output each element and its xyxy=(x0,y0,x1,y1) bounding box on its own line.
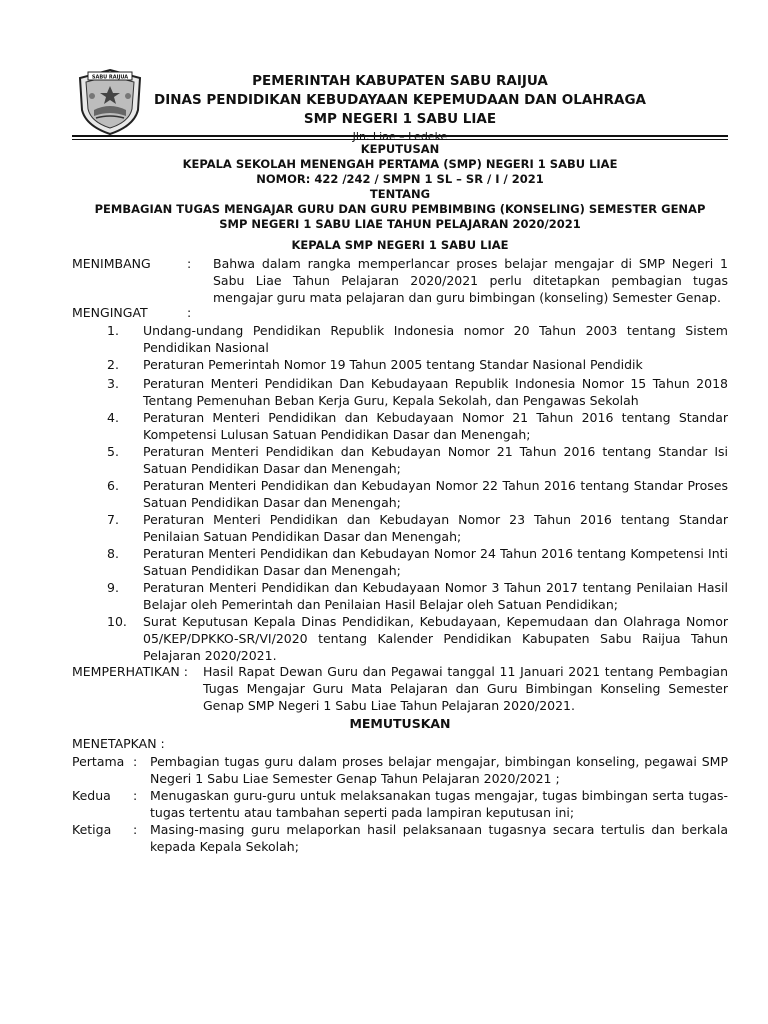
decision-label-kedua: Kedua xyxy=(72,788,111,803)
list-item-number: 5. xyxy=(107,444,119,459)
list-item: Peraturan Menteri Pendidikan dan Kebudayan Nomor 24 Tahun 2016 tentang Kompetensi Inti Satuan Pendidikan Dasar dan Menengah; xyxy=(143,546,728,578)
list-item: Peraturan Pemerintah Nomor 19 Tahun 2005 tentang Standar Nasional Pendidik xyxy=(143,357,643,372)
list-item-number: 9. xyxy=(107,580,119,595)
list-item: Peraturan Menteri Pendidikan dan Kebudayaan Nomor 21 Tahun 2016 tentang Standar Kompetensi Lulusan Satuan Pendidikan Dasar dan Menengah; xyxy=(143,410,728,442)
letterhead-divider-thin xyxy=(72,139,728,140)
list-item-number: 6. xyxy=(107,478,119,493)
decree-issuer: KEPALA SEKOLAH MENENGAH PERTAMA (SMP) NEGERI 1 SABU LIAE xyxy=(182,157,618,171)
menimbang-text: Bahwa dalam rangka memperlancar proses belajar mengajar di SMP Negeri 1 Sabu Liae Tahun Pelajaran 2020/2021 perlu ditetapkan pembagian tugas mengajar guru mata pelajaran dan guru bimbingan (konseling) Semester Genap. xyxy=(213,256,728,305)
decree-subject-line1: PEMBAGIAN TUGAS MENGAJAR GURU DAN GURU PEMBIMBING (KONSELING) SEMESTER GENAP xyxy=(94,202,706,216)
decree-signer-title: KEPALA SMP NEGERI 1 SABU LIAE xyxy=(291,238,509,252)
letterhead-divider xyxy=(72,135,728,137)
list-item-number: 4. xyxy=(107,410,119,425)
menimbang-label: MENIMBANG xyxy=(72,256,151,271)
decree-about: TENTANG xyxy=(369,187,431,201)
decision-label-pertama: Pertama xyxy=(72,754,125,769)
list-item-number: 7. xyxy=(107,512,119,527)
list-item: Peraturan Menteri Pendidikan dan Kebudayaan Nomor 3 Tahun 2017 tentang Penilaian Hasil Belajar oleh Pemerintah dan Penilaian Hasil Belajar oleh Satuan Pendidikan; xyxy=(143,580,728,612)
menetapkan-label: MENETAPKAN : xyxy=(72,736,165,751)
decree-subject-line2: SMP NEGERI 1 SABU LIAE TAHUN PELAJARAN 2020/2021 xyxy=(219,217,581,231)
decision-text-kedua: Menugaskan guru-guru untuk melaksanakan tugas mengajar, tugas bimbingan serta tugas-tugas tertentu atau tambahan seperti pada lampiran keputusan ini; xyxy=(150,788,728,820)
decision-colon: : xyxy=(133,822,138,837)
memutuskan-heading: MEMUTUSKAN xyxy=(349,716,451,731)
decree-type: KEPUTUSAN xyxy=(360,142,440,156)
list-item-number: 2. xyxy=(107,357,119,372)
mengingat-label: MENGINGAT xyxy=(72,305,148,320)
government-name: PEMERINTAH KABUPATEN SABU RAIJUA xyxy=(252,73,548,89)
list-item: Peraturan Menteri Pendidikan Dan Kebudayaan Republik Indonesia Nomor 15 Tahun 2018 Tentang Pemenuhan Beban Kerja Guru, Kepala Sekolah, dan Pengawas Sekolah xyxy=(143,376,728,408)
list-item-number: 10. xyxy=(107,614,127,629)
decree-number: NOMOR: 422 /242 / SMPN 1 SL – SR / I / 2021 xyxy=(256,172,544,186)
list-item-number: 3. xyxy=(107,376,119,391)
decision-colon: : xyxy=(133,754,138,769)
list-item: Surat Keputusan Kepala Dinas Pendidikan, Kebudayaan, Kepemudaan dan Olahraga Nomor 05/KEP/DPKKO-SR/VI/2020 tentang Kalender Pendidikan Kabupaten Sabu Raijua Tahun Pelajaran 2020/2021. xyxy=(143,614,728,663)
decision-text-pertama: Pembagian tugas guru dalam proses belajar mengajar, bimbingan konseling, pegawai SMP Negeri 1 Sabu Liae Semester Genap Tahun Pelajaran 2020/2021 ; xyxy=(150,754,728,786)
list-item: Undang-undang Pendidikan Republik Indonesia nomor 20 Tahun 2003 tentang Sistem Pendidikan Nasional xyxy=(143,323,728,355)
memperhatikan-text: Hasil Rapat Dewan Guru dan Pegawai tanggal 11 Januari 2021 tentang Pembagian Tugas Mengajar Guru Mata Pelajaran dan Guru Bimbingan Konseling Semester Genap SMP Negeri 1 Sabu Liae Tahun Pelajaran 2020/2021. xyxy=(203,664,728,713)
list-item-number: 8. xyxy=(107,546,119,561)
decision-text-ketiga: Masing-masing guru melaporkan hasil pelaksanaan tugasnya secara tertulis dan berkala kepada Kepala Sekolah; xyxy=(150,822,728,854)
logo-text: SABU RAIJUA xyxy=(91,74,129,81)
mengingat-colon: : xyxy=(187,305,192,320)
letterhead xyxy=(150,72,650,145)
decision-label-ketiga: Ketiga xyxy=(72,822,112,837)
regency-emblem-logo xyxy=(74,66,146,138)
agency-name: DINAS PENDIDIKAN KEBUDAYAAN KEPEMUDAAN DAN OLAHRAGA xyxy=(154,92,646,108)
memperhatikan-label: MEMPERHATIKAN : xyxy=(72,664,188,679)
list-item-number: 1. xyxy=(107,323,119,338)
list-item: Peraturan Menteri Pendidikan dan Kebudayan Nomor 21 Tahun 2016 tentang Standar Isi Satuan Pendidikan Dasar dan Menengah; xyxy=(143,444,728,476)
school-name: SMP NEGERI 1 SABU LIAE xyxy=(303,111,497,127)
menimbang-colon: : xyxy=(187,256,192,271)
list-item: Peraturan Menteri Pendidikan dan Kebudayan Nomor 22 Tahun 2016 tentang Standar Proses Satuan Pendidikan Dasar dan Menengah; xyxy=(143,478,728,510)
list-item: Peraturan Menteri Pendidikan dan Kebudayan Nomor 23 Tahun 2016 tentang Standar Penilaian Satuan Pendidikan Dasar dan Menengah; xyxy=(143,512,728,544)
decision-colon: : xyxy=(133,788,138,803)
